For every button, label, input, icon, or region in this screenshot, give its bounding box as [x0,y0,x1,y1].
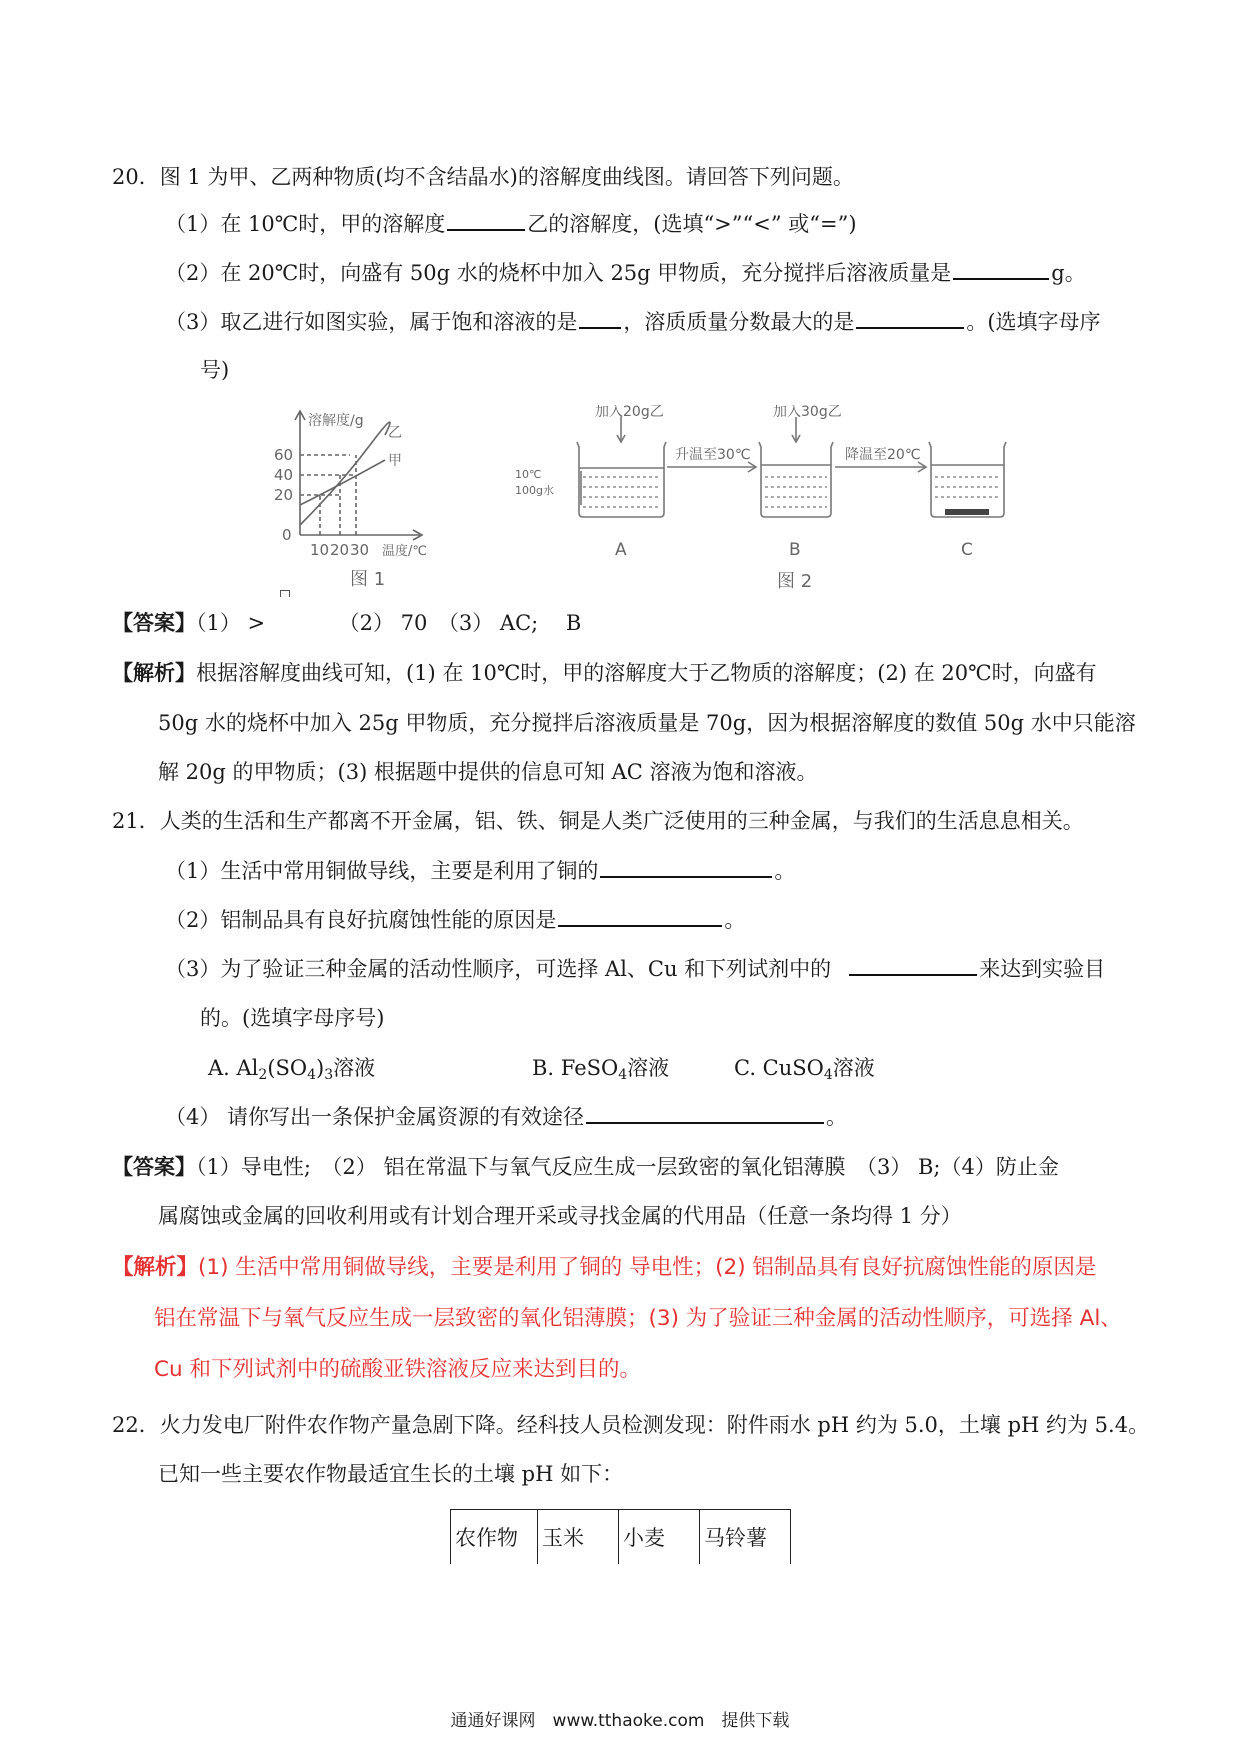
q21-p4-period: 。 [826,1105,848,1129]
q20-blank-2[interactable] [953,260,1049,280]
q21-answer-text-1: （1）导电性; （2） 铝在常温下与氧气反应生成一层致密的氧化铝薄膜 （3） B;（4）防止金 [196,1155,1059,1179]
q20-p1-text-2: 乙的溶解度，(选填“>”“<” 或“=”) [527,212,857,236]
q21-part1 [165,857,795,885]
q20-answer-text: （1） > （2） 70 （3） AC; B [196,611,582,635]
q21-p4-text: （4） 请你写出一条保护金属资源的有效途径 [165,1105,585,1129]
q21-analysis-1 [112,1254,1096,1282]
q21-answer-2: 属腐蚀或金属的回收利用或有计划合理开采或寻找金属的代用品（任意一条均得 1 分） [158,1204,962,1228]
q21-analysis-tag: 【解析】 [112,1255,199,1280]
q22-line2: 已知一些主要农作物最适宜生长的土壤 pH 如下： [158,1462,624,1486]
table-header-corn: 玉米 [538,1510,619,1565]
q20-part3 [165,308,1101,336]
ytick-60: 60 [274,446,294,464]
label-a: A [615,540,627,560]
q21-option-c [734,1054,875,1089]
beaker-a [577,442,666,517]
label-jia: 甲 [388,453,402,469]
curve-jia [300,460,385,505]
label-10c: 10℃ [515,468,542,481]
precipitate-c [945,509,989,515]
q20-p1-text: （1）在 10℃时，甲的溶解度 [165,212,446,236]
q20-p3-cont: 号) [200,358,230,382]
q20-blank-4[interactable] [856,309,964,329]
q21-p2-period: 。 [724,908,746,932]
label-cool: 降温至20℃ [845,447,921,463]
q20-part2 [165,259,1086,287]
q20-p2-text: （2）在 20℃时，向盛有 50g 水的烧杯中加入 25g 甲物质，充分搅拌后溶液质量是 [165,261,952,285]
table-header-crop: 农作物 [451,1510,538,1565]
opt-b-text-2: 溶液 [627,1056,670,1080]
q21-p3-cont: 的。(选填字母序号) [200,1006,385,1030]
fig1-caption: 图 1 [350,569,386,590]
q20-answer-tag: 【答案】 [112,610,196,635]
opt-b-sub: 4 [618,1067,628,1083]
opt-a-text-3: ) [316,1056,325,1080]
q20-p3-text-3: 。(选填字母序 [966,310,1101,334]
opt-a-sub-2: 4 [307,1067,317,1083]
q21-analysis-text-1: (1) 生活中常用铜做导线，主要是利用了铜的 导电性；(2) 铝制品具有良好抗腐蚀性能的原因是 [198,1255,1097,1280]
opt-c-text: C. CuSO [734,1056,824,1080]
q21-option-a [208,1054,375,1089]
q21-p3-text-2: 来达到实验目 [979,957,1106,981]
q21-blank-4[interactable] [586,1104,824,1124]
q22-stem: 22．火力发电厂附件农作物产量急剧下降。经科技人员检测发现：附件雨水 pH 约为 5.0，土壤 pH 约为 5.4。 [112,1413,1150,1437]
q20-analysis-1 [112,659,1097,687]
q21-answer-1 [112,1153,1059,1181]
label-c: C [961,540,973,560]
opt-b-text: B. FeSO [532,1056,619,1080]
q21-blank-3[interactable] [849,956,977,976]
q21-part2 [165,906,745,934]
table-header-potato: 马铃薯 [700,1510,791,1565]
q20-analysis-2: 50g 水的烧杯中加入 25g 甲物质，充分搅拌后溶液质量是 70g，因为根据溶解度的数值 50g 水中只能溶 [158,711,1136,735]
q21-part3 [165,955,1105,983]
q21-p2-text: （2）铝制品具有良好抗腐蚀性能的原因是 [165,908,557,932]
opt-a-sub: 2 [258,1067,268,1083]
figure-2-experiment [515,405,1015,595]
q20-p3-text: （3）取乙进行如图实验，属于饱和溶液的是 [165,310,578,334]
ytick-20: 20 [274,486,294,504]
label-b: B [789,540,801,560]
page-footer: 通通好课网 www.tthaoke.com 提供下载 [450,1711,790,1731]
label-add-30g: 加入30g乙 [773,405,842,420]
q21-option-b [532,1054,669,1089]
q21-analysis-2: 铝在常温下与氧气反应生成一层致密的氧化铝薄膜；(3) 为了验证三种金属的活动性顺序，可选择 Al、 [154,1306,1122,1331]
q21-blank-2[interactable] [558,907,722,927]
q21-analysis-3: Cu 和下列试剂中的硫酸亚铁溶液反应来达到目的。 [154,1357,641,1382]
table-row [451,1510,791,1565]
q20-analysis-3: 解 20g 的甲物质；(3) 根据题中提供的信息可知 AC 溶液为饱和溶液。 [158,760,818,784]
x-axis-label: 温度/℃ [382,544,427,559]
ytick-40: 40 [274,466,294,484]
q21-blank-1[interactable] [600,858,772,878]
q20-blank-1[interactable] [447,211,525,231]
xtick-30: 30 [350,541,370,559]
figure-1-solubility-chart [270,405,470,590]
opt-a-text-4: 溶液 [333,1056,376,1080]
q21-stem: 21．人类的生活和生产都离不开金属，铝、铁、铜是人类广泛使用的三种金属，与我们的生活息息相关。 [112,809,1084,833]
opt-a-text: A. Al [208,1056,259,1080]
label-yi: 乙 [388,425,402,441]
fig2-caption: 图 2 [777,571,813,592]
q21-part4 [165,1103,847,1131]
opt-c-text-2: 溶液 [832,1056,875,1080]
beaker-c [929,442,1006,517]
crop-ph-table [450,1509,791,1564]
opt-c-sub: 4 [823,1067,833,1083]
q20-analysis-text-1: 根据溶解度曲线可知，(1) 在 10℃时，甲的溶解度大于乙物质的溶解度；(2) 在 20℃时，向盛有 [196,661,1097,685]
beaker-b [759,442,833,517]
q21-p1-period: 。 [774,859,796,883]
q20-answer [112,609,581,637]
ytick-0: 0 [282,526,292,544]
label-add-20g: 加入20g乙 [595,405,664,420]
q20-analysis-tag: 【解析】 [112,660,196,685]
small-mark [280,590,290,597]
opt-a-text-2: (SO [267,1056,308,1080]
y-axis-label: 溶解度/g [308,413,364,429]
q21-p1-text: （1）生活中常用铜做导线，主要是利用了铜的 [165,859,599,883]
xtick-20: 20 [330,541,350,559]
q20-p3-text-2: ，溶质质量分数最大的是 [623,310,855,334]
label-100g-water: 100g水 [515,484,554,497]
q20-stem: 20．图 1 为甲、乙两种物质(均不含结晶水)的溶解度曲线图。请回答下列问题。 [112,165,854,189]
label-heat: 升温至30℃ [675,447,751,463]
curve-yi [300,422,390,525]
q21-answer-tag: 【答案】 [112,1154,196,1179]
q21-p3-text: （3）为了验证三种金属的活动性顺序，可选择 Al、Cu 和下列试剂中的 [165,957,832,981]
q20-p2-unit: g。 [1051,261,1086,285]
q20-blank-3[interactable] [579,309,621,329]
q20-part1 [165,210,857,238]
table-header-wheat: 小麦 [619,1510,700,1565]
xtick-10: 10 [310,541,330,559]
opt-a-sub-3: 3 [324,1067,334,1083]
